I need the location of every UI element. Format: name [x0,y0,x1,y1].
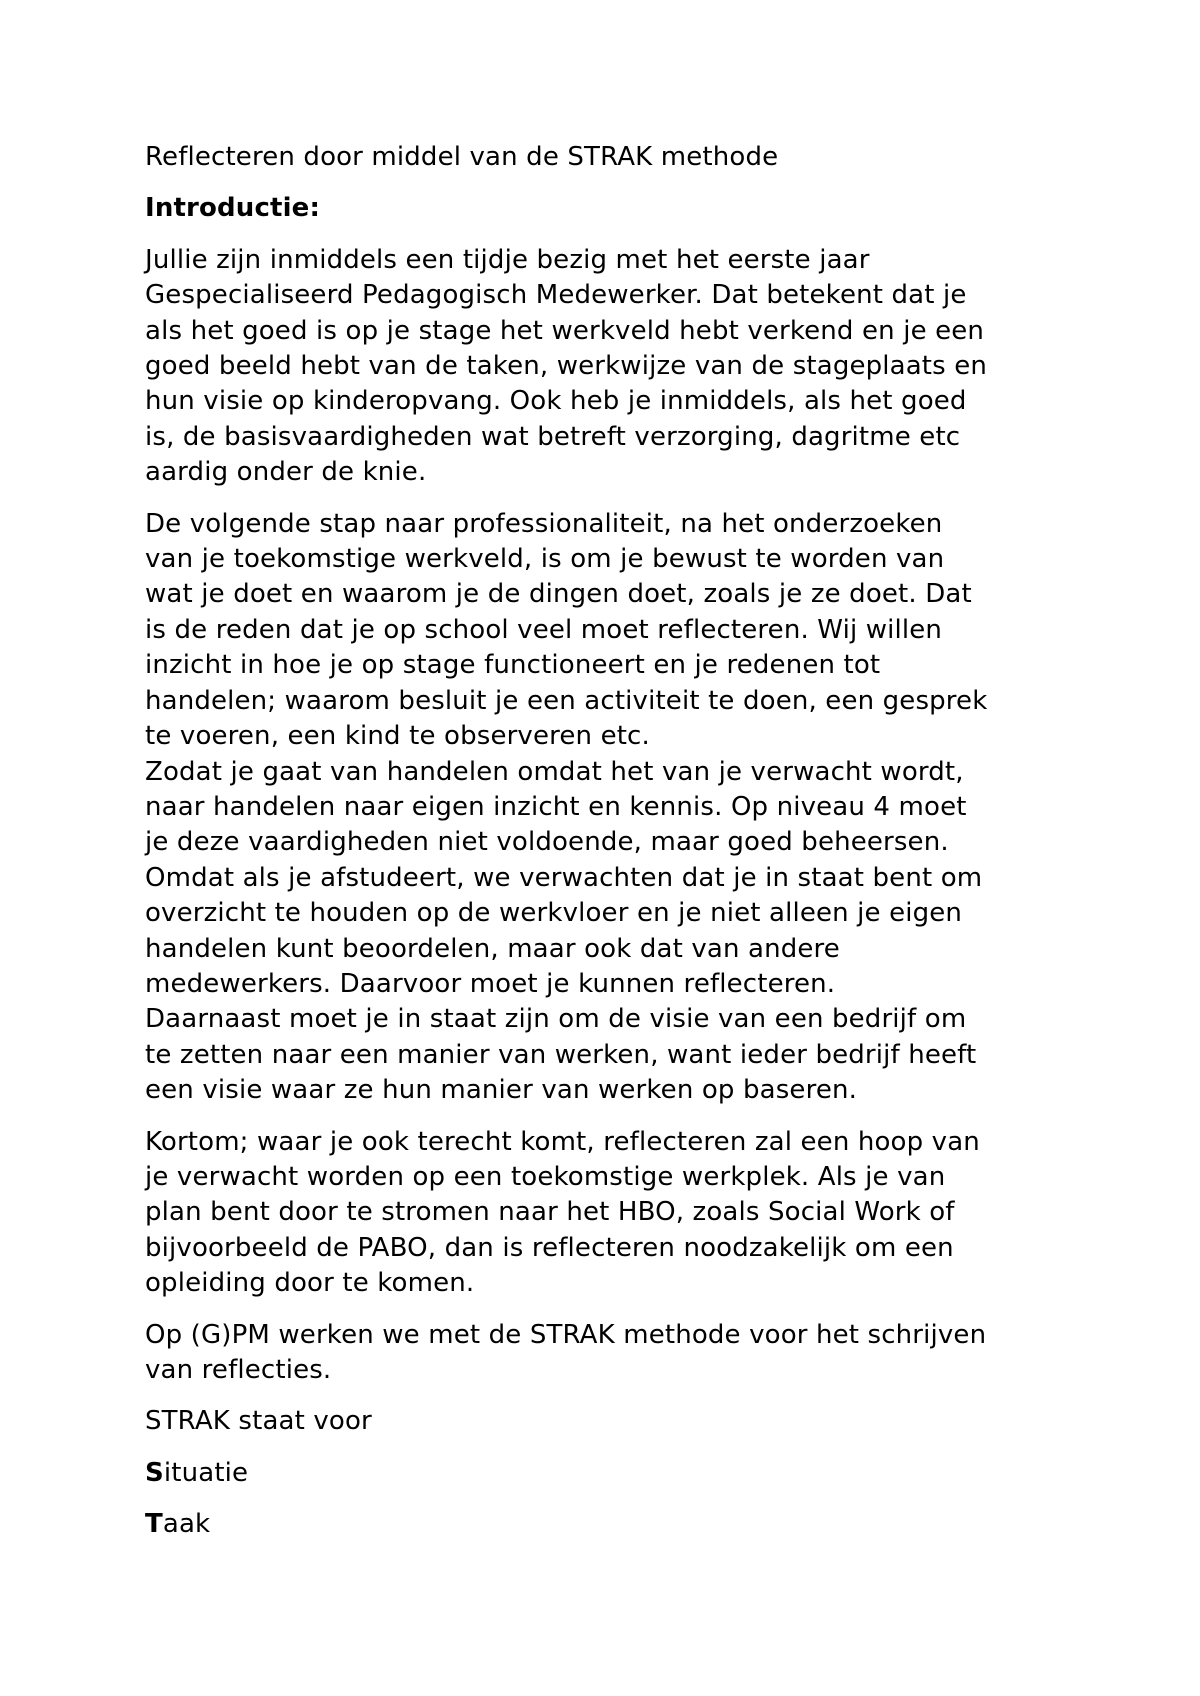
paragraph-line: je verwacht worden op een toekomstige werkplek. Als je van [145,1161,946,1192]
paragraph-line: aardig onder de knie. [145,457,427,488]
paragraph-line: Kortom; waar je ook terecht komt, reflecteren zal een hoop van [145,1126,980,1157]
intro-heading: Introductie: [145,193,321,224]
paragraph-line: wat je doet en waarom je de dingen doet, zoals je ze doet. Dat [145,579,972,610]
paragraph-line: als het goed is op je stage het werkveld hebt verkend en je een [145,315,985,346]
paragraph-line: is, de basisvaardigheden wat betreft verzorging, dagritme etc [145,421,961,452]
paragraph-line: een visie waar ze hun manier van werken op baseren. [145,1075,858,1106]
paragraph-line: Gespecialiseerd Pedagogisch Medewerker. Dat betekent dat je [145,280,967,311]
strak-item-rest: ituatie [163,1457,249,1488]
strak-item-rest: aak [162,1509,211,1540]
paragraph-line: Omdat als je afstudeert, we verwachten dat je in staat bent om [145,862,983,893]
strak-item-initial: S [145,1457,164,1488]
paragraph-line: overzicht te houden op de werkvloer en je niet alleen je eigen [145,898,963,929]
paragraph-line: De volgende stap naar professionaliteit, na het onderzoeken [145,508,943,539]
document-title: Reflecteren door middel van de STRAK methode [145,142,779,172]
paragraph-5 [145,1318,1065,1389]
paragraph-3 [145,755,1065,1109]
paragraph-line: Daarnaast moet je in staat zijn om de visie van een bedrijf om [145,1004,967,1035]
paragraph-line: is de reden dat je op school veel moet reflecteren. Wij willen [145,614,943,645]
paragraph-line: inzicht in hoe je op stage functioneert en je redenen tot [145,650,881,681]
paragraph-line: Zodat je gaat van handelen omdat het van je verwacht wordt, [145,756,964,787]
paragraph-line: van reflecties. [145,1355,332,1385]
paragraph-line: bijvoorbeeld de PABO, dan is reflecteren noodzakelijk om een [145,1232,954,1263]
document-page [145,140,1065,1559]
strak-item-initial: T [145,1509,163,1540]
paragraph-line: plan bent door te stromen naar het HBO, zoals Social Work of [145,1197,955,1228]
strak-intro: STRAK staat voor [145,1406,372,1437]
paragraph-line: te voeren, een kind te observeren etc. [145,721,650,752]
paragraph-line: Op (G)PM werken we met de STRAK methode voor het schrijven [145,1319,987,1350]
paragraph-line: handelen kunt beoordelen, maar ook dat van andere [145,933,840,964]
paragraph-line: goed beeld hebt van de taken, werkwijze van de stageplaats en [145,351,988,382]
paragraph-1 [145,243,1065,491]
paragraph-line: hun visie op kinderopvang. Ook heb je inmiddels, als het goed [145,386,967,417]
paragraph-line: handelen; waarom besluit je een activiteit te doen, een gesprek [145,685,988,716]
paragraph-line: van je toekomstige werkveld, is om je bewust te worden van [145,544,945,575]
paragraph-line: je deze vaardigheden niet voldoende, maar goed beheersen. [145,827,949,858]
paragraph-line: te zetten naar een manier van werken, want ieder bedrijf heeft [145,1039,977,1070]
strak-item-situatie [145,1456,1065,1491]
strak-item-taak [145,1507,1065,1542]
paragraph-line: medewerkers. Daarvoor moet je kunnen reflecteren. [145,968,836,999]
paragraph-4 [145,1125,1065,1302]
paragraph-line: opleiding door te komen. [145,1268,475,1299]
paragraph-2 [145,507,1065,755]
paragraph-line: Jullie zijn inmiddels een tijdje bezig met het eerste jaar [145,244,870,275]
paragraph-line: naar handelen naar eigen inzicht en kennis. Op niveau 4 moet [145,791,967,822]
